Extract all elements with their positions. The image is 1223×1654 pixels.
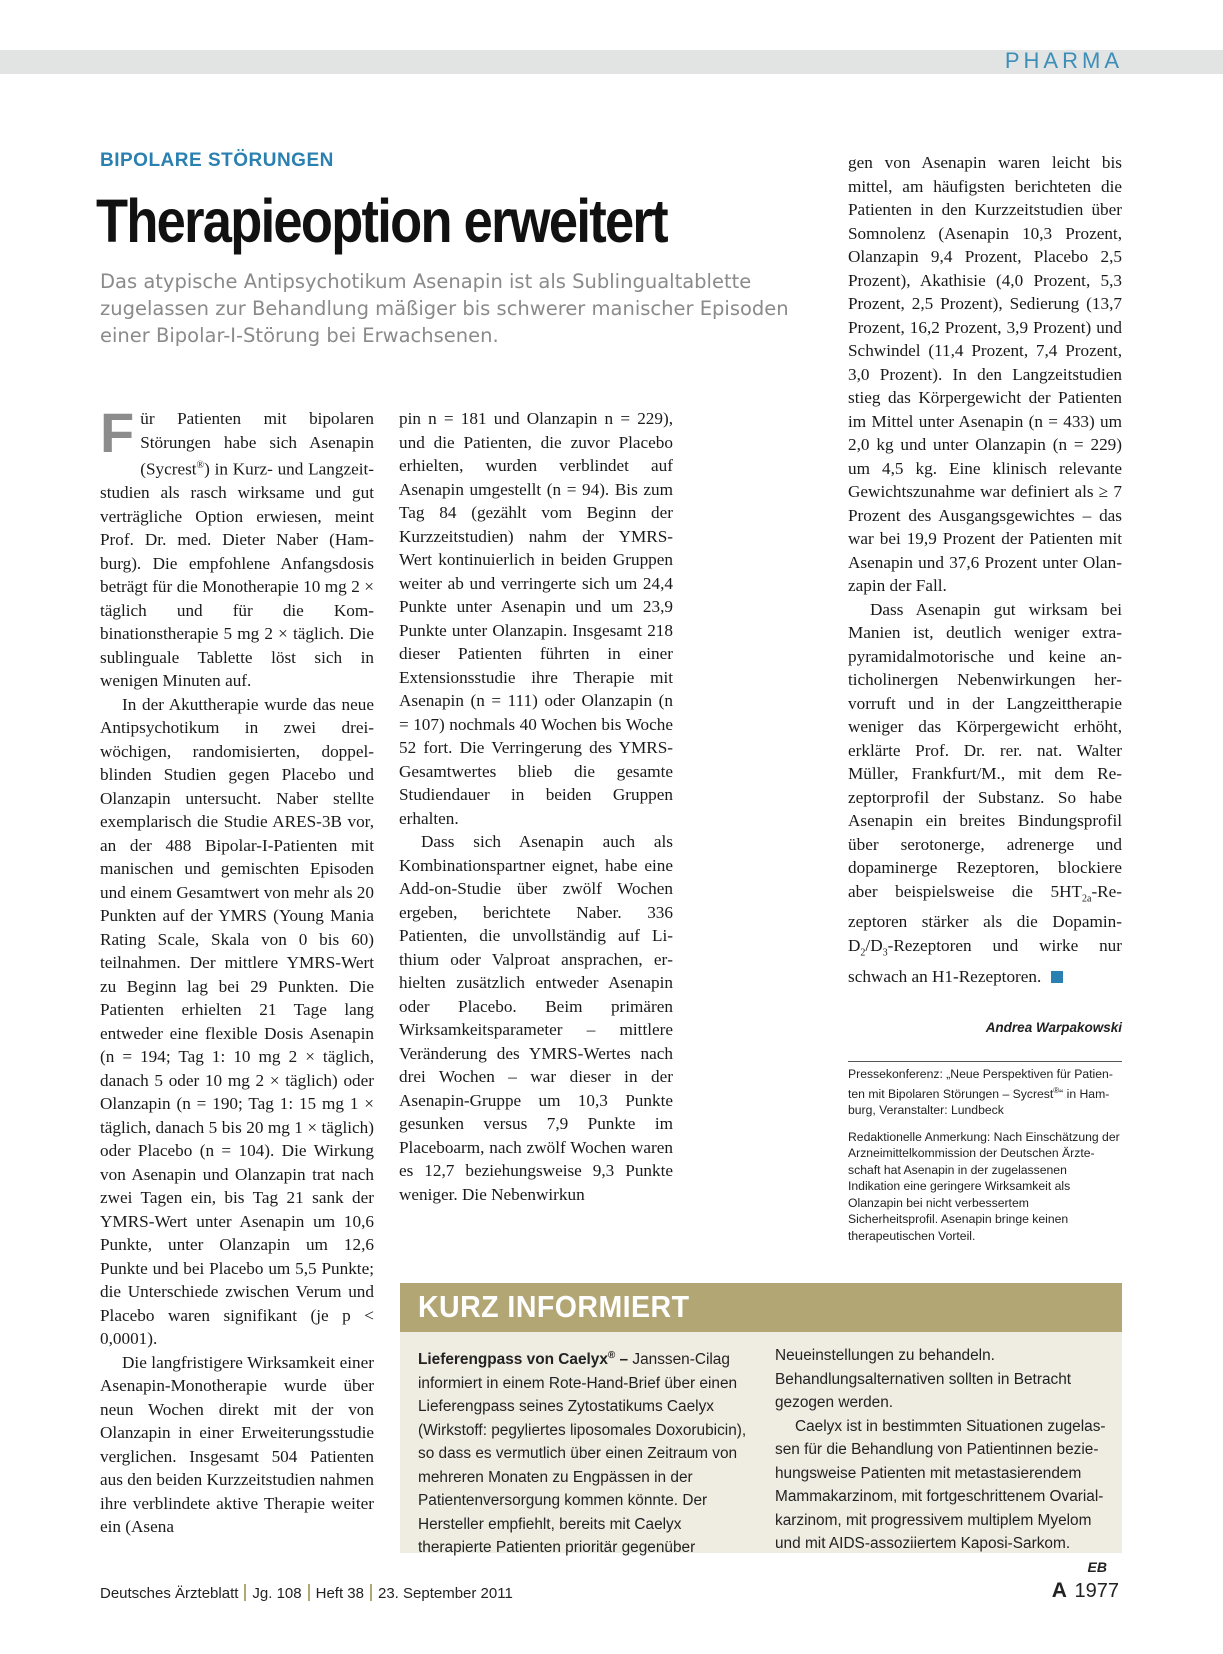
end-mark-icon [1051,971,1063,983]
paragraph-addon [399,830,673,1206]
footer-issue: Heft 38 [315,1585,364,1602]
footer-journal: Deutsches Ärzteblatt [100,1585,239,1602]
footer-separator [244,1584,246,1601]
paragraph-acute: In der Akuttherapie wurde das neue Antipsychotikum in zwei dreiwöchigen, randomisierten, doppelblinden Studien gegen Placebo und Olanzapin untersucht. Naber stellte exemplarisch die Studie ARES-3B vor, an der 488 Bipolar-I-Patienten mit manischen und gemischten Episoden und einem Gesamtwert von mehr als 20 Punkten auf der YMRS (Young Mania Rating Scale, Skala von 0 bis 60) teilnahmen. Der mittlere YMRS-Wert zu Beginn lag bei 29 Punkten. Die Patienten erhielten 21 Tage lang entweder eine flexible Dosis Asenapin (n = 194; Tag 1: 10 mg 2 × täglich, danach 5 oder 10 mg 2 × täglich) oder Olanzapin (n = 190; Tag 1: 15 mg 1 × täglich, danach 5 bis 20 mg 1 × täglich) oder Placebo (n = 104). Die Wirkung von Asenapin und Olanzapin trat nach zwei Tagen ein, bis Tag 21 sank der YMRS-Wert unter Asenapin um 10,6 Punkte, unter Olanzapin um 12,6 Punkte und bei Placebo um 5,5 Punkte; die Unterschiede zwischen Verum und Placebo waren signifikant (je p < 0,0001). [100,694,374,1349]
article-lead: Das atypische Antipsychotikum Asenapin ist als Sublingualtablette zugelassen zur Behandlung mäßiger bis schwerer manischer Episoden einer Bipolar-I-Störung bei Erwachsenen. [100,270,789,347]
notes-divider [848,1061,1122,1062]
kurz-column-1 [418,1344,750,1560]
page-prefix: A [1051,1579,1067,1602]
kurz-dash: – [615,1351,629,1369]
paragraph-intro [100,401,374,693]
kurz-lead-bold: Lieferengpass von Caelyx [418,1351,608,1369]
paragraph-text: -Rezeptoren stärker als die Dopamin-D [848,881,1122,955]
kurz-paragraph-1-cont [775,1344,1107,1415]
paragraph-text: Dass Asenapin gut wirksam bei Manien ist, deutlich weniger extrapyramidalmotorische und keine anticholinergen Nebenwirkungen hervorruft und in der Langzeittherapie weniger das Körpergewicht erhöht, erklärte Prof. Dr. rer. nat. Walter Müller, Frankfurt/M., mit dem Rezeptorprofil der Substanz. So habe Asenapin ein breites Bindungsprofil über serotonerge, adrenerge und dopaminerge Rezeptoren, blockiere aber beispielsweise die 5HT [848,599,1122,901]
footer-separator [308,1584,310,1601]
kurz-text: Caelyx ist in bestimmten Situationen zugelassen für die Behandlung von Patientinnen beziehungsweise Patienten mit metastasierendem Mammakarzinom, mit fortgeschrittenem Ovarialkarzinom, mit progressivem multiplem Myelom und mit AIDS-assoziiertem Kaposi-Sarkom. [775,1417,1106,1552]
drop-cap: F [100,401,135,464]
paragraph-text: ür Patienten mit bipolaren Störungen habe sich Asenapin (Sycrest [140,409,374,479]
note-text: Pressekonferenz: „Neue Perspektiven für Patienten mit Bipolaren Störungen – Sycrest [848,1067,1113,1101]
footer-date: 23. September 2011 [378,1585,513,1602]
editorial-note: Redaktionelle Anmerkung: Nach Einschätzung der Arzneimittelkommission der Deutschen Ärzteschaft hat Asenapin in der zugelassenen Indikation eine geringere Wirksamkeit als Olanzapin bei nicht verbessertem Sicherheitsprofil. Asenapin bringe keinen therapeutischen Vorteil. [848,1129,1120,1243]
paragraph-longterm-cont [399,407,673,830]
paragraph-longterm [100,1351,374,1539]
paragraph-receptor [848,598,1122,989]
kurz-text: Janssen-Cilag informiert in einem Rote-Hand-Brief über einen Lieferengpass seines Zytostatikums Caelyx (Wirkstoff: pegyliertes liposomales Doxorubicin), so dass es vermutlich über einen Zeitraum von mehreren Monaten zu Engpässen in der Patientenversorgung kommen könnte. Der Hersteller empfiehlt, bereits mit Caelyx therapierte Patienten prioritär gegenüber [418,1351,747,1557]
subscript: 2 [860,947,866,959]
paragraph-text: gen von Asenapin waren leicht bis mittel, am häufigsten berichteten die Patienten in den Kurzzeitstudien über Somnolenz (Asenapin 10,3 Prozent, Olanzapin 9,4 Prozent, Placebo 2,5 Prozent), Akathisie (4,0 Prozent, 5,3 Prozent, 2,5 Prozent), Sedierung (13,7 Prozent, 16,2 Prozent, 3,9 Prozent) und Schwindel (11,4 Prozent, 7,4 Prozent, 3,0 Prozent). In den Langzeitstudien stieg das Körpergewicht der Patienten im Mittel unter Asenapin (n = 433) um 2,0 kg und unter Olanzapin (n = 229) um 4,5 kg. Eine klinisch relevante Gewichtszunahme war definiert als ≥ 7 Prozent des Ausgangsgewichtes – das war bei 19,9 Prozent der Patienten mit Asenapin und 37,6 Prozent unter Olanzapin der Fall. [848,153,1122,595]
paragraph-text: /D [865,935,883,955]
article-column-2 [399,407,673,1206]
footer-volume: Jg. 108 [252,1585,302,1602]
registered-mark: ® [1053,1085,1060,1095]
paragraph-text: Dass sich Asenapin auch als Kombinationspartner eignet, habe eine Add-on-Studie über zwölf Wochen ergeben, berichtete Naber. 336 Patienten, die unvollständig auf Lithium oder Valproat ansprachen, erhielten zusätzlich entweder Asenapin oder Placebo. Beim primären Wirksamkeitsparameter – mittlere Veränderung des YMRS-Wertes nach drei Wochen – war dieser in der Asenapin-Gruppe um 10,3 Punkte gesunken versus 7,9 Punkte im Placeboarm, nach zwölf Wochen waren es 12,7 beziehungsweise 9,3 Punkte weniger. Die Nebenwirkun [399,832,673,1204]
registered-mark: ® [196,460,205,471]
article-notes [848,1066,1122,1254]
registered-mark: ® [607,1350,616,1361]
section-label: PHARMA [1004,48,1123,73]
article-column-3 [848,151,1122,988]
kurz-signature: EB [1087,1558,1107,1575]
article-title: Therapieoption erweitert [96,187,667,255]
footer-separator [370,1584,372,1601]
page-number [1052,1579,1119,1603]
page-number-value: 1977 [1074,1580,1119,1602]
note-text: “ in Hamburg, Veranstalter: Lundbeck [848,1086,1110,1118]
kurz-column-2 [775,1344,1107,1579]
paragraph-text: ) in Kurz- und Langzeitstudien als rasch wirksame und gut verträgliche Option erwiesen, meint Prof. Dr. med. Dieter Naber (Hamburg). Die empfohlene Anfangsdosis beträgt für die Monotherapie 10 mg 2 × täglich und für die Kombinationstherapie 5 mg 2 × täglich. Die sublinguale Tablette löst sich in wenigen Minuten auf. [100,459,374,691]
kurz-paragraph-1 [418,1344,750,1560]
press-note [848,1066,1122,1119]
paragraph-addon-cont [848,151,1122,598]
paragraph-text: -Rezeptoren und wirke nur schwach an H1-Rezeptoren. [848,935,1122,986]
kurz-informiert-title: KURZ INFORMIERT [418,1289,690,1324]
paragraph-text: pin n = 181 und Olanzapin n = 229), und die Patienten, die zuvor Placebo erhielten, wurden verblindet auf Asenapin umgestellt (n = 94). Bis zum Tag 84 (gezählt vom Beginn der Kurzzeitstudien) nahm der YMRS-Wert kontinuierlich in beiden Gruppen weiter ab und verringerte sich um 24,4 Punkte unter Asenapin und um 23,9 Punkte unter Olanzapin. Insgesamt 218 dieser Patienten führten in einer Extensionsstudie ihre Therapie mit Asenapin (n = 111) oder Olanzapin (n = 107) nochmals 40 Wochen bis Woche 52 fort. Die Verringerung des YMRS-Gesamtwertes blieb die gesamte Studiendauer in beiden Gruppen erhalten. [399,409,673,828]
subscript: 2a [1081,892,1092,904]
page-footer [100,1584,513,1602]
subscript: 3 [882,947,888,959]
paragraph-text: Die langfristigere Wirksamkeit einer Asenapin-Monotherapie wurde über neun Wochen direkt mit der von Olanzapin in einer Erweiterungsstudie verglichen. Insgesamt 504 Patienten aus den beiden Kurzzeitstudien nahmen ihre verblindete aktive Therapie weiter ein (Asena [100,1352,374,1537]
article-column-1 [100,401,374,1539]
kurz-paragraph-2 [775,1415,1107,1575]
article-author: Andrea Warpakowski [985,1020,1122,1035]
article-kicker: BIPOLARE STÖRUNGEN [100,150,334,171]
kurz-text: Neueinstellungen zu behandeln. Behandlungsalternativen sollten in Betracht gezogen werden. [775,1347,1072,1411]
